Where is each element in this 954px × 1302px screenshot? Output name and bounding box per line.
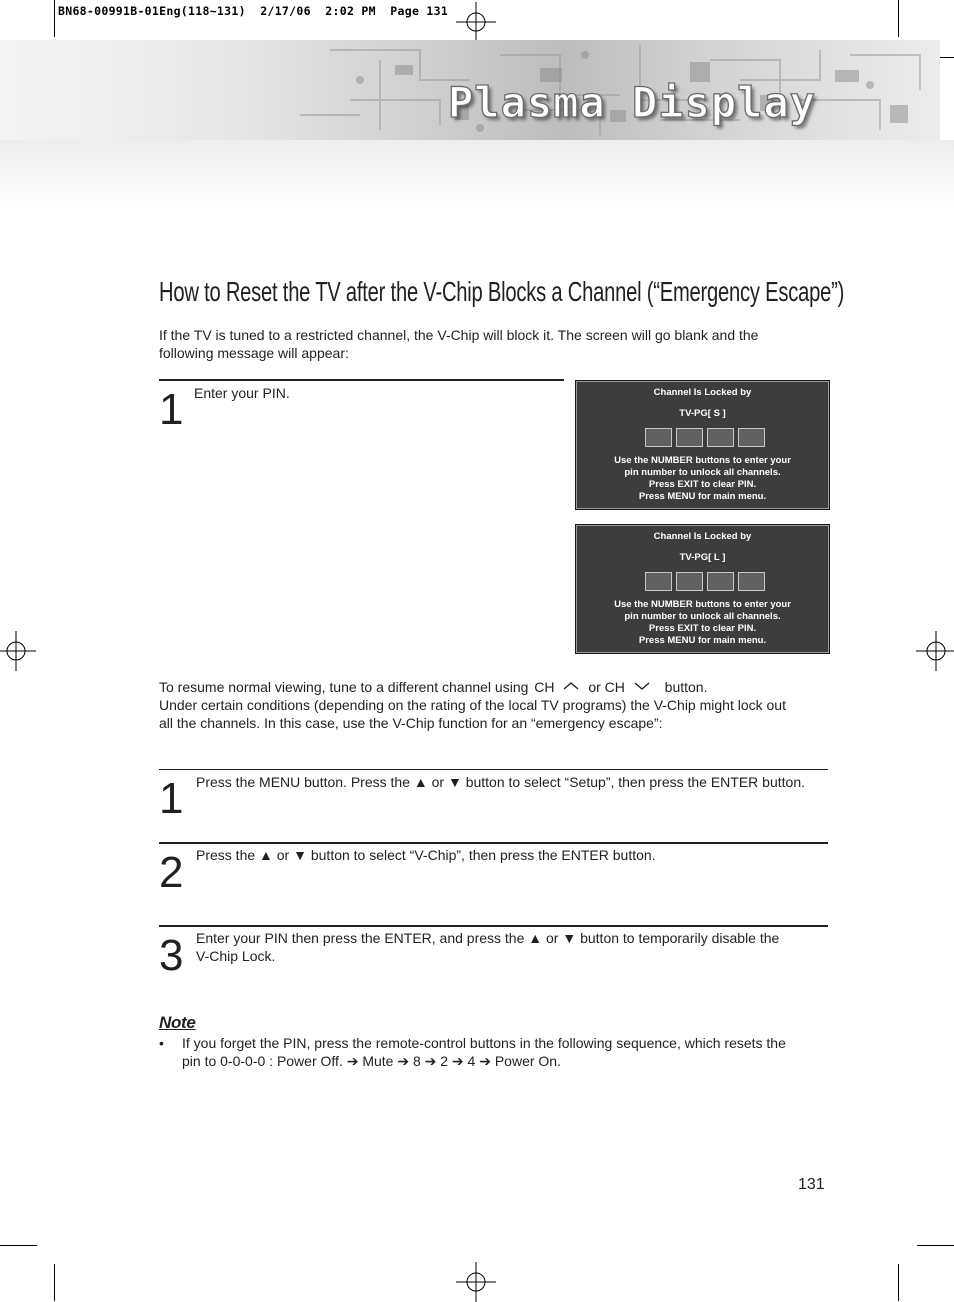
osd-message-line: pin number to unlock all channels. <box>624 611 781 622</box>
step-rule <box>159 925 828 927</box>
intro-line: If the TV is tuned to a restricted channel, the V-Chip will block it. The screen will go blank and the <box>159 327 759 343</box>
resume-line-1 <box>159 678 829 696</box>
resume-paragraph <box>159 678 829 732</box>
intro-paragraph <box>159 326 809 362</box>
pin-box <box>738 428 765 447</box>
ch-up-label: CH <box>534 679 555 695</box>
step-rule <box>159 379 564 381</box>
osd-title: Channel Is Locked by <box>653 531 752 542</box>
step-line: Enter your PIN then press the ENTER, and press the ▲ or ▼ button to temporarily disable the <box>196 930 780 946</box>
osd-message <box>576 455 829 503</box>
step-text: Enter your PIN. <box>194 385 290 401</box>
step-text <box>196 846 826 864</box>
step-line: Press the MENU button. Press the ▲ or ▼ button to select “Setup”, then press the ENTER button. <box>196 774 805 790</box>
pin-entry-boxes <box>645 572 765 591</box>
step-number: 1 <box>159 774 184 823</box>
or-word: or <box>588 679 601 695</box>
osd-rating: TV-PG[ S ] <box>679 408 726 419</box>
page-title: How to Reset the TV after the V-Chip Blocks a Channel (“Emergency Escape”) <box>159 276 845 307</box>
pin-entry-boxes <box>645 428 765 447</box>
intro-line: following message will appear: <box>159 345 349 361</box>
osd-title: Channel Is Locked by <box>653 387 752 398</box>
print-header: BN68-00991B-01Eng(118~131) 2/17/06 2:02 PM Page 131 <box>58 4 449 18</box>
step-line: Press the ▲ or ▼ button to select “V-Chip”, then press the ENTER button. <box>196 847 656 863</box>
resume-prefix: To resume normal viewing, tune to a different channel using <box>159 679 529 695</box>
osd-message-line: pin number to unlock all channels. <box>624 467 781 478</box>
banner-fade <box>0 140 954 205</box>
registration-mark-bottom <box>456 1262 496 1302</box>
note-line: If you forget the PIN, press the remote-control buttons in the following sequence, which resets the <box>182 1035 786 1051</box>
step-number: 2 <box>159 848 184 897</box>
note-heading: Note <box>159 1013 196 1032</box>
osd-message-line: Use the NUMBER buttons to enter your <box>614 455 791 466</box>
note-line: pin to 0-0-0-0 : Power Off. ➔ Mute ➔ 8 ➔ 2 ➔ 4 ➔ Power On. <box>182 1053 561 1069</box>
step-line: V-Chip Lock. <box>196 948 276 964</box>
osd-message <box>576 599 829 647</box>
step-rule <box>159 842 828 844</box>
pin-box <box>738 572 765 591</box>
resume-suffix: button. <box>664 679 708 695</box>
osd-message-line: Use the NUMBER buttons to enter your <box>614 599 791 610</box>
pin-box <box>707 572 734 591</box>
registration-mark-left <box>0 631 36 671</box>
registration-mark-top <box>456 2 496 42</box>
step-number: 3 <box>159 931 184 980</box>
step-text <box>196 929 826 965</box>
osd-locked-screen <box>575 524 830 654</box>
pin-box <box>676 572 703 591</box>
osd-message-line: Press MENU for main menu. <box>638 635 767 646</box>
step-rule <box>159 769 828 770</box>
step-text <box>196 773 826 791</box>
step-number: 1 <box>159 385 184 434</box>
resume-line-3: all the channels. In this case, use the V-Chip function for an “emergency escape”: <box>159 715 663 731</box>
pin-box <box>645 572 672 591</box>
bullet-symbol: • <box>159 1035 164 1051</box>
banner-title: Plasma Display <box>448 78 817 127</box>
chevron-up-icon <box>562 681 580 691</box>
note-text <box>182 1034 819 1070</box>
registration-mark-right <box>916 631 954 671</box>
page-number: 131 <box>798 1176 825 1193</box>
resume-line-2: Under certain conditions (depending on the rating of the local TV programs) the V-Chip might lock out <box>159 697 786 713</box>
pin-box <box>645 428 672 447</box>
pin-box <box>707 428 734 447</box>
header-banner <box>0 40 940 140</box>
osd-message-line: Press MENU for main menu. <box>638 491 767 502</box>
note-bullet <box>159 1034 819 1070</box>
pin-box <box>676 428 703 447</box>
osd-rating: TV-PG[ L ] <box>679 552 726 563</box>
osd-message-line: Press EXIT to clear PIN. <box>648 479 757 490</box>
ch-down-label: CH <box>604 679 625 695</box>
osd-message-line: Press EXIT to clear PIN. <box>648 623 757 634</box>
osd-locked-screen <box>575 380 830 510</box>
chevron-down-icon <box>633 681 651 691</box>
